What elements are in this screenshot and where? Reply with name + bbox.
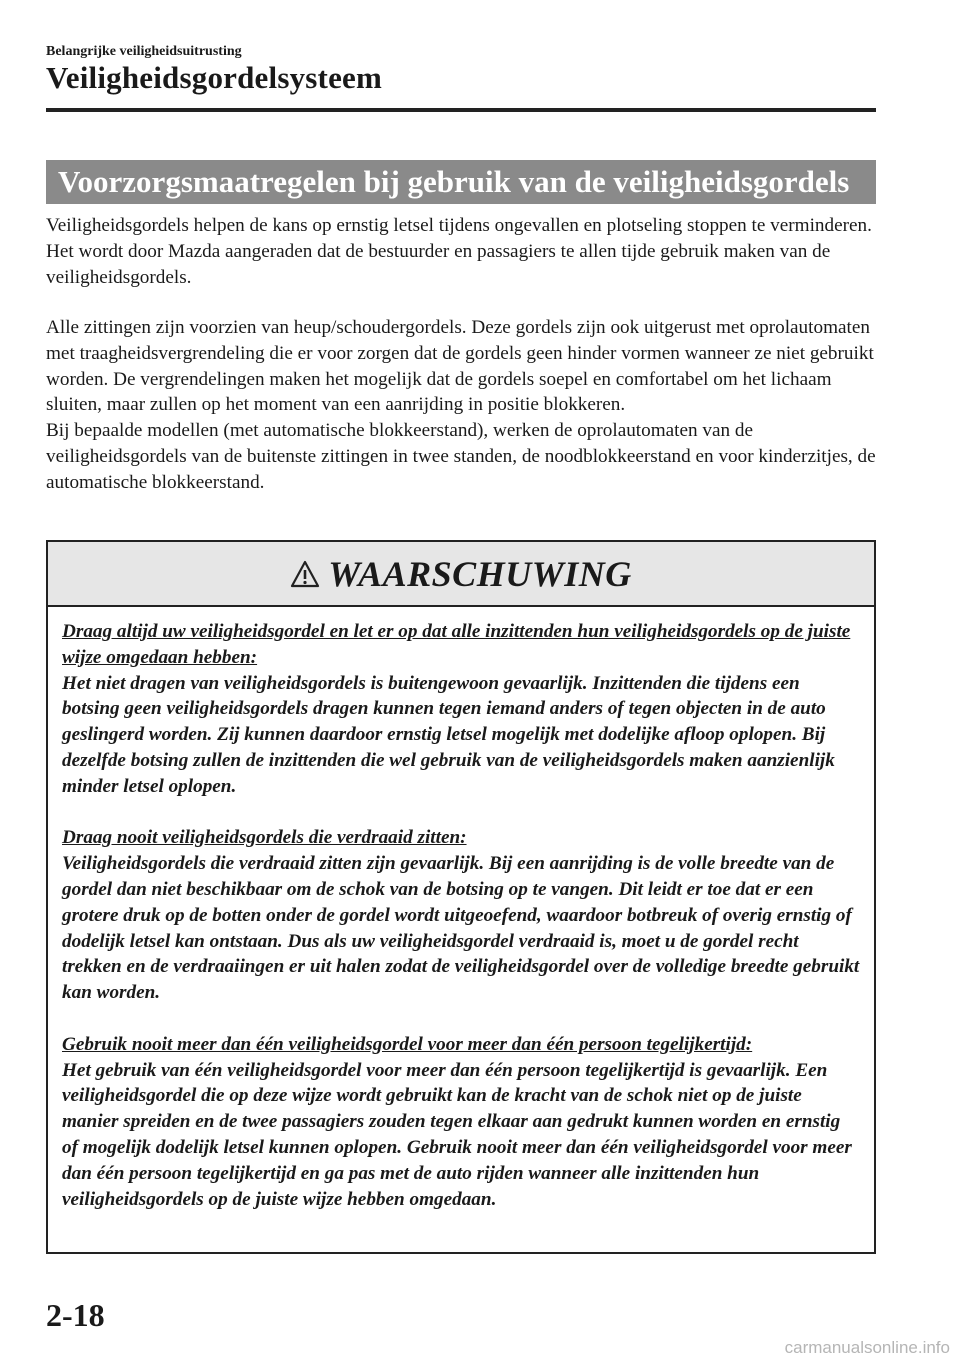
section-heading: Voorzorgsmaatregelen bij gebruik van de veiligheidsgordels bbox=[58, 164, 850, 199]
warning-box bbox=[46, 540, 876, 1254]
retractor-paragraph-part2: Bij bepaalde modellen (met automatische blokkeerstand), werken de oprolautomaten van de veiligheidsgordels van de buitenste zittingen in twee standen, de noodblokkeerstand en voor kinderzitjes, de automatische blokkeerstand. bbox=[46, 420, 876, 493]
warning-title: WAARSCHUWING bbox=[328, 553, 632, 594]
breadcrumb: Belangrijke veiligheidsuitrusting bbox=[46, 44, 242, 59]
warning-item-text: Het gebruik van één veiligheidsgordel voor meer dan één persoon tegelijkertijd is gevaarlijk. Een veiligheidsgordel die op deze wijze wordt gebruikt kan de kracht van de schok niet op de juiste manier spreiden en de twee passagiers zouden tegen elkaar aan gedrukt kunnen worden en ernstig of mogelijk dodelijk letsel kunnen oplopen. Gebruik nooit meer dan één veiligheidsgordel voor meer dan één persoon tegelijkertijd en ga pas met de auto rijden wanneer alle inzittenden hun veiligheidsgordels op de juiste wijze hebben omgedaan. bbox=[62, 1059, 852, 1210]
page-title: Veiligheidsgordelsysteem bbox=[46, 60, 383, 95]
warning-item bbox=[62, 1032, 860, 1213]
warning-item-text: Veiligheidsgordels die verdraaid zitten zijn gevaarlijk. Bij een aanrijding is de volle breedte van de gordel dan niet beschikbaar om de schok van de botsing op te vangen. Dit leidt er toe dat er een grotere druk op de botten onder de gordel wordt uitgeoefend, waardoor botbreuk of overig ernstig of dodelijk letsel kan ontstaan. Dus als uw veiligheidsgordel verdraaid is, moet u de gordel recht trekken en de verdraaiingen er uit halen zodat de veiligheidsgordel over de volledige breedte gebruikt kan worden. bbox=[62, 853, 860, 1004]
section-heading-banner bbox=[46, 160, 876, 204]
warning-item bbox=[62, 619, 860, 800]
retractor-paragraph bbox=[46, 315, 876, 496]
warning-item-heading: Gebruik nooit meer dan één veiligheidsgordel voor meer dan één persoon tegelijkertijd: bbox=[62, 1033, 753, 1055]
warning-item bbox=[62, 825, 860, 1006]
retractor-paragraph-part1: Alle zittingen zijn voorzien van heup/schoudergordels. Deze gordels zijn ook uitgerust met oprolautomaten met traagheidsvergrendeling die er voor zorgen dat de gordels geen hinder vormen wanneer ze niet gebruikt worden. De vergrendelingen maken het mogelijk dat de gordels soepel en comfortabel om het lichaam sluiten, maar zullen op het moment van een aanrijding in positie blokkeren. bbox=[46, 317, 874, 416]
warning-body bbox=[48, 607, 874, 1212]
watermark: carmanualsonline.info bbox=[784, 1338, 950, 1357]
warning-item-text: Het niet dragen van veiligheidsgordels is buitengewoon gevaarlijk. Inzittenden die tijdens een botsing geen veiligheidsgordels dragen kunnen tegen iemand anders of tegen objecten in de auto geslingerd worden. Zij kunnen daardoor ernstig letsel mogelijk met dodelijke afloop oplopen. Bij dezelfde botsing zullen de inzittenden die wel gebruik van de veiligheidsgordels maken aanzienlijk minder letsel oplopen. bbox=[62, 672, 835, 797]
page-number: 2-18 bbox=[46, 1297, 105, 1333]
warning-header bbox=[48, 542, 874, 607]
title-divider bbox=[46, 108, 876, 112]
warning-triangle-icon bbox=[290, 560, 320, 588]
warning-item-heading: Draag altijd uw veiligheidsgordel en let er op dat alle inzittenden hun veiligheidsgordels op de juiste wijze omgedaan hebben: bbox=[62, 621, 851, 668]
intro-paragraph: Veiligheidsgordels helpen de kans op ernstig letsel tijdens ongevallen en plotseling stoppen te verminderen. Het wordt door Mazda aangeraden dat de bestuurder en passagiers te allen tijde gebruik maken van de veiligheidsgordels. bbox=[46, 215, 872, 288]
warning-item-heading: Draag nooit veiligheidsgordels die verdraaid zitten: bbox=[62, 827, 467, 849]
